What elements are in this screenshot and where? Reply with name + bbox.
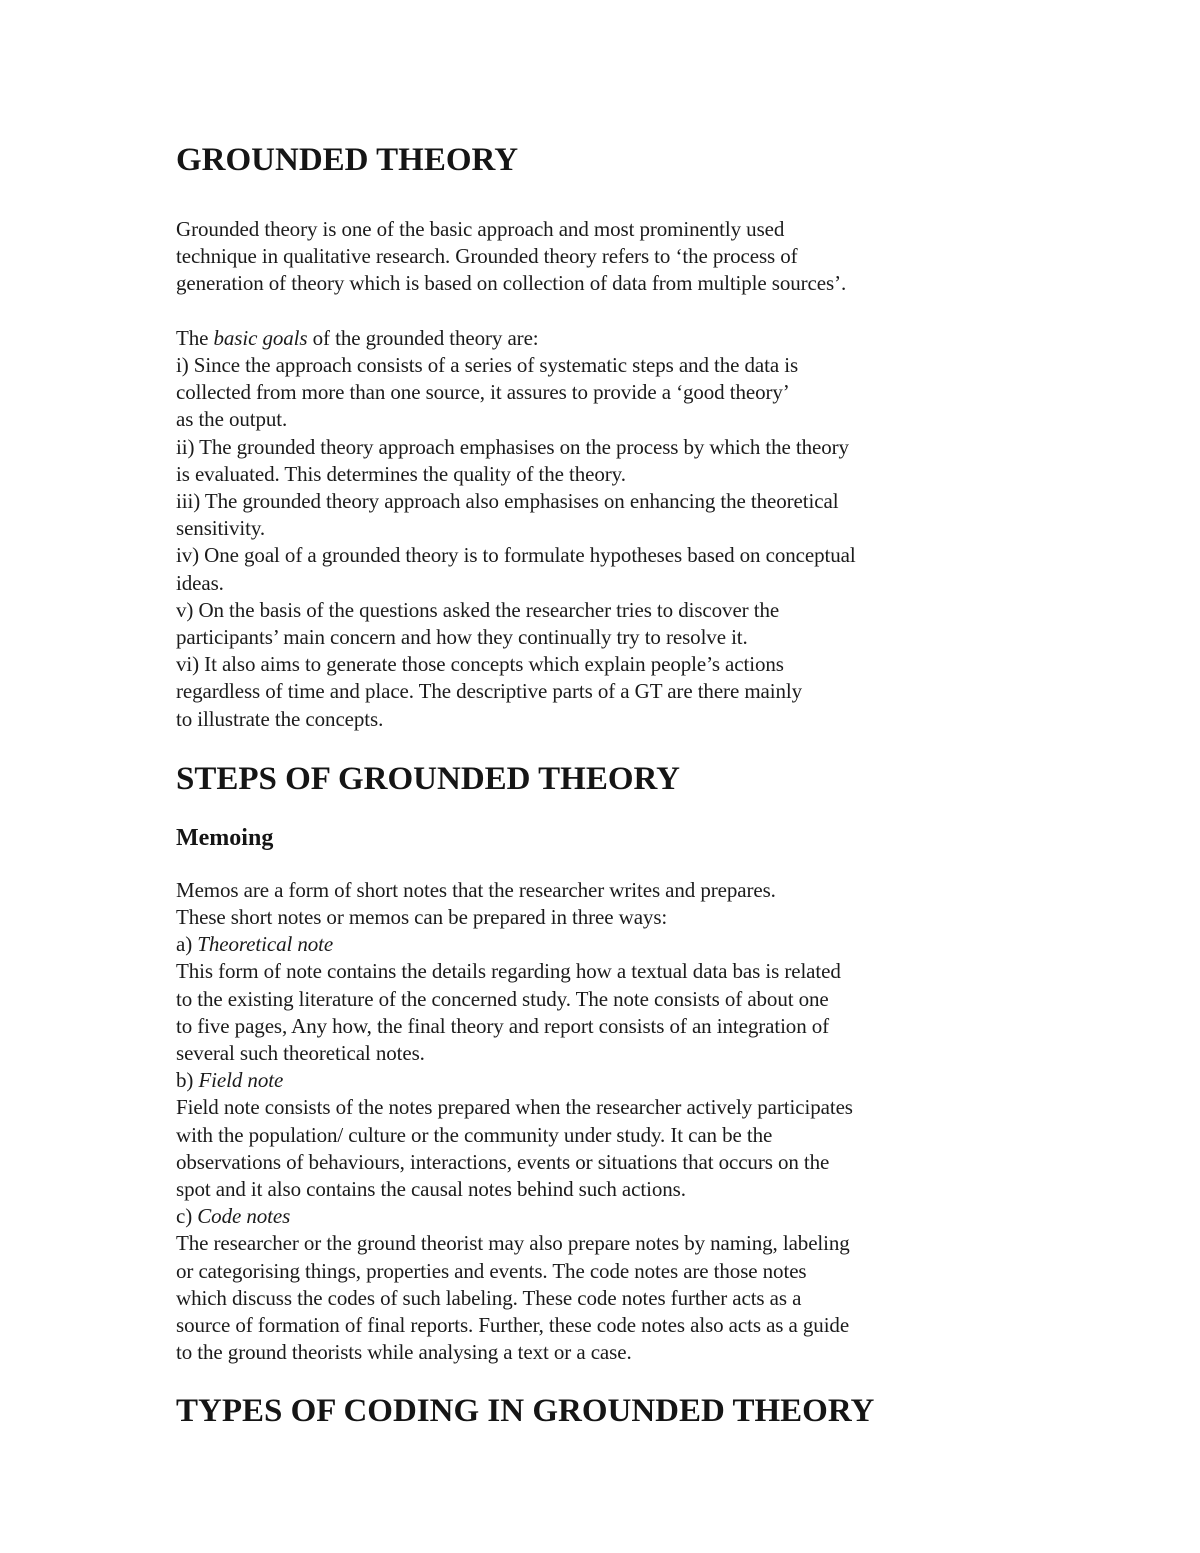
goal-line: v) On the basis of the questions asked the researcher tries to discover the (176, 597, 780, 622)
theoretical-note-line: to five pages, Any how, the final theory and report consists of an integration of (176, 1013, 830, 1038)
goals-section (176, 325, 976, 733)
goals-intro-after: of the grounded theory are: (307, 325, 539, 350)
page-title: GROUNDED THEORY (176, 142, 519, 178)
goal-line: sensitivity. (176, 516, 266, 541)
goal-line: participants’ main concern and how they continually try to resolve it. (176, 625, 748, 650)
field-note-title: Field note (198, 1068, 284, 1093)
goal-line: iii) The grounded theory approach also emphasises on enhancing the theoretical (176, 489, 839, 514)
field-note-prefix: b) (176, 1068, 199, 1093)
goal-line: as the output. (176, 407, 288, 432)
theoretical-note-line: This form of note contains the details regarding how a textual data bas is related (176, 959, 841, 984)
intro-line: Grounded theory is one of the basic approach and most prominently used (176, 217, 785, 241)
field-note-line: spot and it also contains the causal notes behind such actions. (176, 1177, 686, 1202)
goal-line: collected from more than one source, it assures to provide a ‘good theory’ (176, 380, 790, 405)
goal-line: i) Since the approach consists of a series of systematic steps and the data is (176, 353, 799, 377)
goal-line: to illustrate the concepts. (176, 706, 384, 731)
goal-line: ideas. (176, 570, 224, 595)
steps-heading: STEPS OF GROUNDED THEORY (176, 760, 681, 797)
code-notes-prefix: c) (176, 1204, 198, 1229)
theoretical-note-line: to the existing literature of the concerned study. The note consists of about one (176, 986, 829, 1011)
memoing-heading: Memoing (176, 824, 274, 851)
code-notes-label (176, 1203, 976, 1230)
goal-line: regardless of time and place. The descriptive parts of a GT are there mainly (176, 679, 803, 704)
field-note-line: observations of behaviours, interactions, events or situations that occurs on the (176, 1149, 830, 1174)
code-notes-line: source of formation of final reports. Further, these code notes also acts as a guide (176, 1313, 850, 1338)
theoretical-note-title: Theoretical note (197, 932, 334, 957)
code-notes-line: or categorising things, properties and events. The code notes are those notes (176, 1258, 807, 1283)
coding-types-heading: TYPES OF CODING IN GROUNDED THEORY (176, 1392, 875, 1429)
code-notes-line: The researcher or the ground theorist may also prepare notes by naming, labeling (176, 1231, 850, 1256)
document-page (176, 140, 976, 1431)
intro-line: generation of theory which is based on collection of data from multiple sources’. (176, 271, 847, 296)
goal-line: ii) The grounded theory approach emphasises on the process by which the theory (176, 434, 849, 459)
intro-paragraph (176, 216, 976, 298)
goals-intro (176, 325, 976, 352)
goal-line: is evaluated. This determines the quality of the theory. (176, 461, 626, 486)
memoing-intro-line: These short notes or memos can be prepared in three ways: (176, 905, 668, 930)
intro-line: technique in qualitative research. Grounded theory refers to ‘the process of (176, 244, 798, 269)
field-note-label (176, 1067, 976, 1094)
goal-line: vi) It also aims to generate those concepts which explain people’s actions (176, 652, 784, 677)
goals-intro-before: The (176, 325, 214, 350)
theoretical-note-prefix: a) (176, 932, 198, 957)
goals-intro-emphasis: basic goals (213, 325, 308, 350)
field-note-line: Field note consists of the notes prepared when the researcher actively participates (176, 1095, 853, 1120)
field-note-line: with the population/ culture or the community under study. It can be the (176, 1122, 773, 1147)
code-notes-line: to the ground theorists while analysing a text or a case. (176, 1340, 632, 1365)
memoing-section (176, 877, 976, 1367)
goal-line: iv) One goal of a grounded theory is to formulate hypotheses based on conceptual (176, 543, 856, 568)
memoing-intro-line: Memos are a form of short notes that the researcher writes and prepares. (176, 877, 776, 902)
code-notes-title: Code notes (197, 1204, 291, 1229)
theoretical-note-label (176, 931, 976, 958)
theoretical-note-line: several such theoretical notes. (176, 1041, 425, 1066)
code-notes-line: which discuss the codes of such labeling. These code notes further acts as a (176, 1285, 802, 1310)
